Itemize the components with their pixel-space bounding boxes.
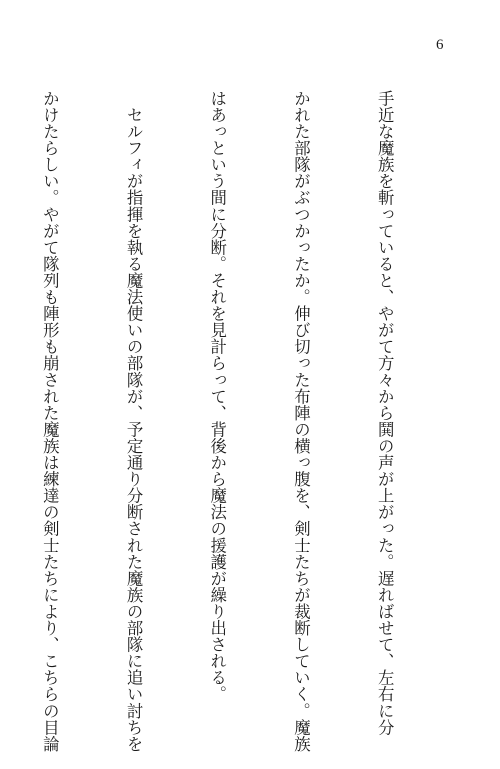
text-line: はあっという間に分断。それを見計らって、背後から魔法の援護が繰り出される。 [207,90,227,703]
text-line: セルフィが指揮を執る魔法使いの部隊が、予定通り分断された魔族の部隊に追い討ちを [124,90,144,752]
text-line: かれた部隊がぶつかったか。伸び切った布陣の横っ腹を、剣士たちが裁断していく。魔族 [291,90,311,752]
text-line: かけたらしい。やがて隊列も陣形も崩された魔族は練達の剣士たちにより、こちらの目論 [40,90,60,752]
body-text [0,90,454,752]
page-number: 6 [436,37,444,53]
text-line: 手近な魔族を斬っていると、やがて方々から鬨の声が上がった。遅ればせて、左右に分 [375,90,395,736]
